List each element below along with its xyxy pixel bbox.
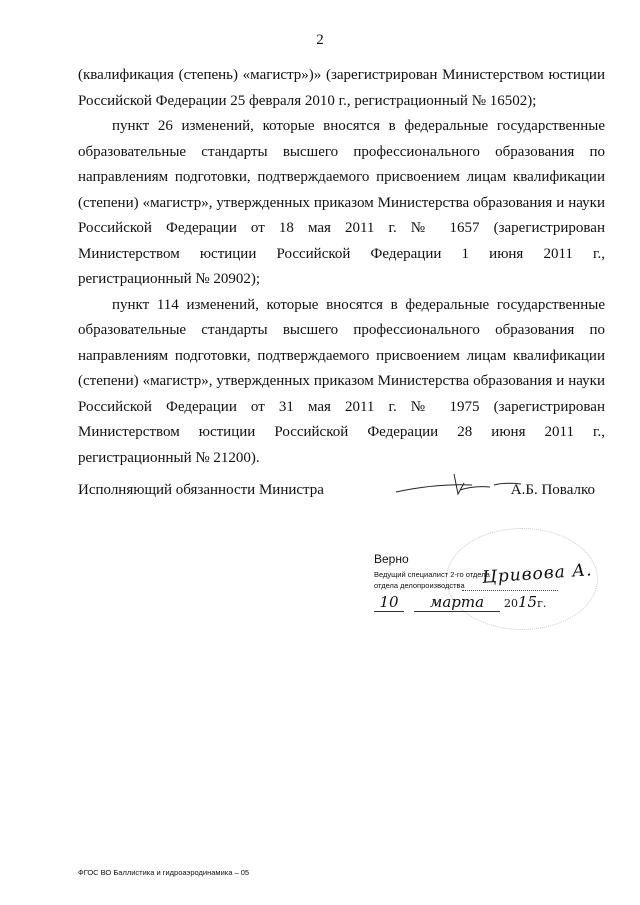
certification-stamp — [374, 550, 594, 620]
document-body — [78, 63, 605, 471]
certifier-role-line-2: отдела делопроизводства — [374, 581, 465, 590]
signature-mark — [394, 470, 524, 500]
page-number: 2 — [316, 32, 324, 48]
footer-reference: ФГОС ВО Баллистика и гидроаэродинамика – 05 — [78, 868, 250, 877]
paragraph: пункт 26 изменений, которые вносятся в федеральные государственные образовательные стандарты высшего профессионального образования по направлениям подготовки, подтверждаемого присвоением лицам квалификации (степени) «магистр», утвержденных приказом Министерства образования и науки Российской Федерации от 18 мая 2011 г. № 1657 (зарегистрирован Министерством юстиции Российской Федерации 1 июня 2011 г., регистрационный № 20902); — [78, 118, 605, 287]
signature-block — [78, 482, 605, 506]
date-year-prefix: 20 — [504, 597, 518, 610]
date-day: 10 — [374, 593, 404, 612]
date-year-end: г. — [537, 597, 547, 610]
certification-date — [374, 593, 546, 612]
date-year-suffix: 15 — [518, 593, 538, 611]
paragraph: (квалификация (степень) «магистр»)» (зарегистрирован Министерством юстиции Российской Федерации 25 февраля 2010 г., регистрационный № 16502); — [78, 67, 605, 109]
certifier-role-line-1: Ведущий специалист 2-го отдела — [374, 570, 490, 579]
signatory-title: Исполняющий обязанности Министра — [78, 482, 324, 498]
signatory-name: А.Б. Повалко — [510, 482, 595, 498]
name-underline — [462, 590, 558, 591]
paragraph: пункт 114 изменений, которые вносятся в федеральные государственные образовательные стандарты высшего профессионального образования по направлениям подготовки, подтверждаемого присвоением лицам квалификации (степени) «магистр», утвержденных приказом Министерства образования и науки Российской Федерации от 31 мая 2011 г. № 1975 (зарегистрирован Министерством юстиции Российской Федерации 28 июня 2011 г., регистрационный № 21200). — [78, 296, 605, 466]
date-month: марта — [414, 593, 500, 612]
certifier-handwritten-name: Цривова А. — [481, 560, 594, 588]
certification-label: Верно — [374, 552, 409, 566]
